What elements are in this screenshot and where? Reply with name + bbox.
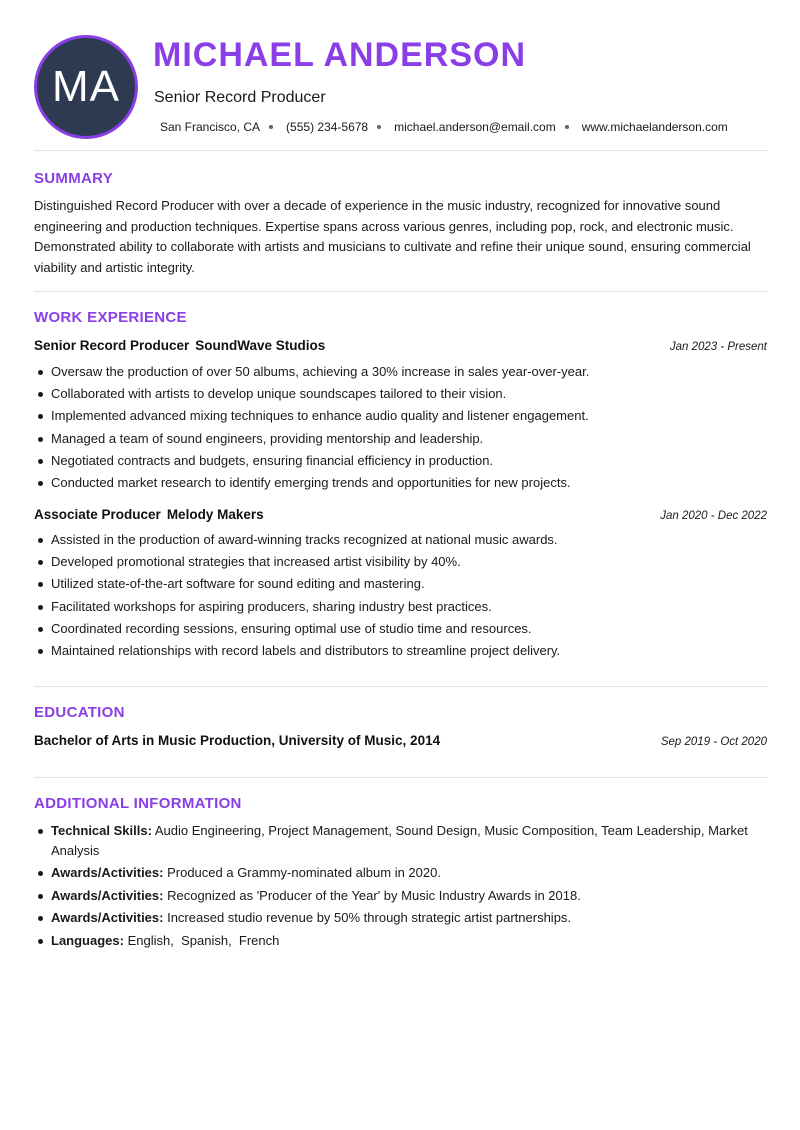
list-item <box>34 886 767 906</box>
section-divider <box>34 291 767 292</box>
list-item: Coordinated recording sessions, ensuring optimal use of studio time and resources. <box>34 618 767 640</box>
job-dates: Jan 2023 - Present <box>669 341 767 353</box>
avatar-initials: MA <box>52 62 120 111</box>
summary-text: Distinguished Record Producer with over a decade of experience in the music industry, recognized for innovative sound engineering and production techniques. Expertise spans across various genres, including pop, rock, and electronic music. Demonstrated ability to collaborate with artists and musicians to cultivate and refine their unique sound, ensuring commercial viability and artistic integrity. <box>34 198 751 275</box>
list-item: Assisted in the production of award-winning tracks recognized at national music awards. <box>34 529 767 551</box>
job-bullets <box>34 529 767 662</box>
section-divider <box>34 777 767 778</box>
list-item: Implemented advanced mixing techniques to enhance audio quality and listener engagement. <box>34 405 767 427</box>
list-item: Developed promotional strategies that increased artist visibility by 40%. <box>34 551 767 573</box>
job-entry-header <box>34 338 767 353</box>
resume-header <box>0 0 800 150</box>
list-item: Maintained relationships with record labels and distributors to streamline project delivery. <box>34 640 767 662</box>
education-dates: Sep 2019 - Oct 2020 <box>660 736 767 748</box>
contact-phone: (555) 234-5678 <box>286 120 369 134</box>
contact-info <box>160 120 728 134</box>
job-title <box>34 338 325 353</box>
list-item: Oversaw the production of over 50 albums, achieving a 30% increase in sales year-over-year. <box>34 361 767 383</box>
list-item: Utilized state-of-the-art software for sound editing and mastering. <box>34 573 767 595</box>
list-item <box>34 931 767 951</box>
work-experience-heading: WORK EXPERIENCE <box>34 309 187 326</box>
dot-separator-icon <box>565 125 569 129</box>
dot-separator-icon <box>377 125 381 129</box>
education-entry <box>34 733 767 748</box>
dot-separator-icon <box>269 125 273 129</box>
section-divider <box>34 150 767 151</box>
additional-info-heading: ADDITIONAL INFORMATION <box>34 795 242 812</box>
list-item: Managed a team of sound engineers, providing mentorship and leadership. <box>34 428 767 450</box>
contact-website[interactable]: www.michaelanderson.com <box>581 120 728 134</box>
info-text: Produced a Grammy-nominated album in 2020. <box>167 865 441 880</box>
language-item: English <box>127 932 171 948</box>
job-company: Melody Makers <box>166 507 264 522</box>
summary-heading: SUMMARY <box>34 170 114 187</box>
language-item: , French <box>228 933 279 948</box>
avatar <box>34 35 138 139</box>
job-role: Senior Record Producer <box>34 338 190 353</box>
list-item <box>34 821 767 860</box>
job-role: Associate Producer <box>34 507 161 522</box>
job-dates: Jan 2020 - Dec 2022 <box>660 510 767 522</box>
info-label: Languages: <box>51 932 124 948</box>
languages-list <box>128 933 280 948</box>
list-item: Conducted market research to identify emerging trends and opportunities for new projects. <box>34 472 767 494</box>
education-heading: EDUCATION <box>34 704 125 721</box>
education-degree: Bachelor of Arts in Music Production, University of Music, 2014 <box>34 733 441 748</box>
job-title <box>34 507 264 522</box>
job-bullets <box>34 361 767 494</box>
job-company: SoundWave Studios <box>195 338 326 353</box>
list-item: Facilitated workshops for aspiring producers, sharing industry best practices. <box>34 596 767 618</box>
language-item: , Spanish <box>170 933 228 948</box>
section-divider <box>34 686 767 687</box>
info-label: Technical Skills: <box>51 823 152 838</box>
candidate-title: Senior Record Producer <box>154 89 326 106</box>
info-text: Increased studio revenue by 50% through strategic artist partnerships. <box>167 910 572 925</box>
candidate-name: MICHAEL ANDERSON <box>153 36 527 74</box>
additional-info-list <box>34 821 767 953</box>
list-item: Collaborated with artists to develop unique soundscapes tailored to their vision. <box>34 383 767 405</box>
info-label: Awards/Activities: <box>51 910 164 925</box>
info-text: Recognized as 'Producer of the Year' by Music Industry Awards in 2018. <box>167 887 581 903</box>
info-label: Awards/Activities: <box>51 887 164 903</box>
info-text: Audio Engineering, Project Management, Sound Design, Music Composition, Team Leadership, Market Analysis <box>51 823 748 858</box>
list-item: Negotiated contracts and budgets, ensuring financial efficiency in production. <box>34 450 767 472</box>
list-item <box>34 863 767 883</box>
info-label: Awards/Activities: <box>51 865 164 880</box>
list-item <box>34 908 767 928</box>
job-entry-header <box>34 507 767 522</box>
contact-location: San Francisco, CA <box>160 120 261 134</box>
contact-email[interactable]: michael.anderson@email.com <box>394 120 556 134</box>
